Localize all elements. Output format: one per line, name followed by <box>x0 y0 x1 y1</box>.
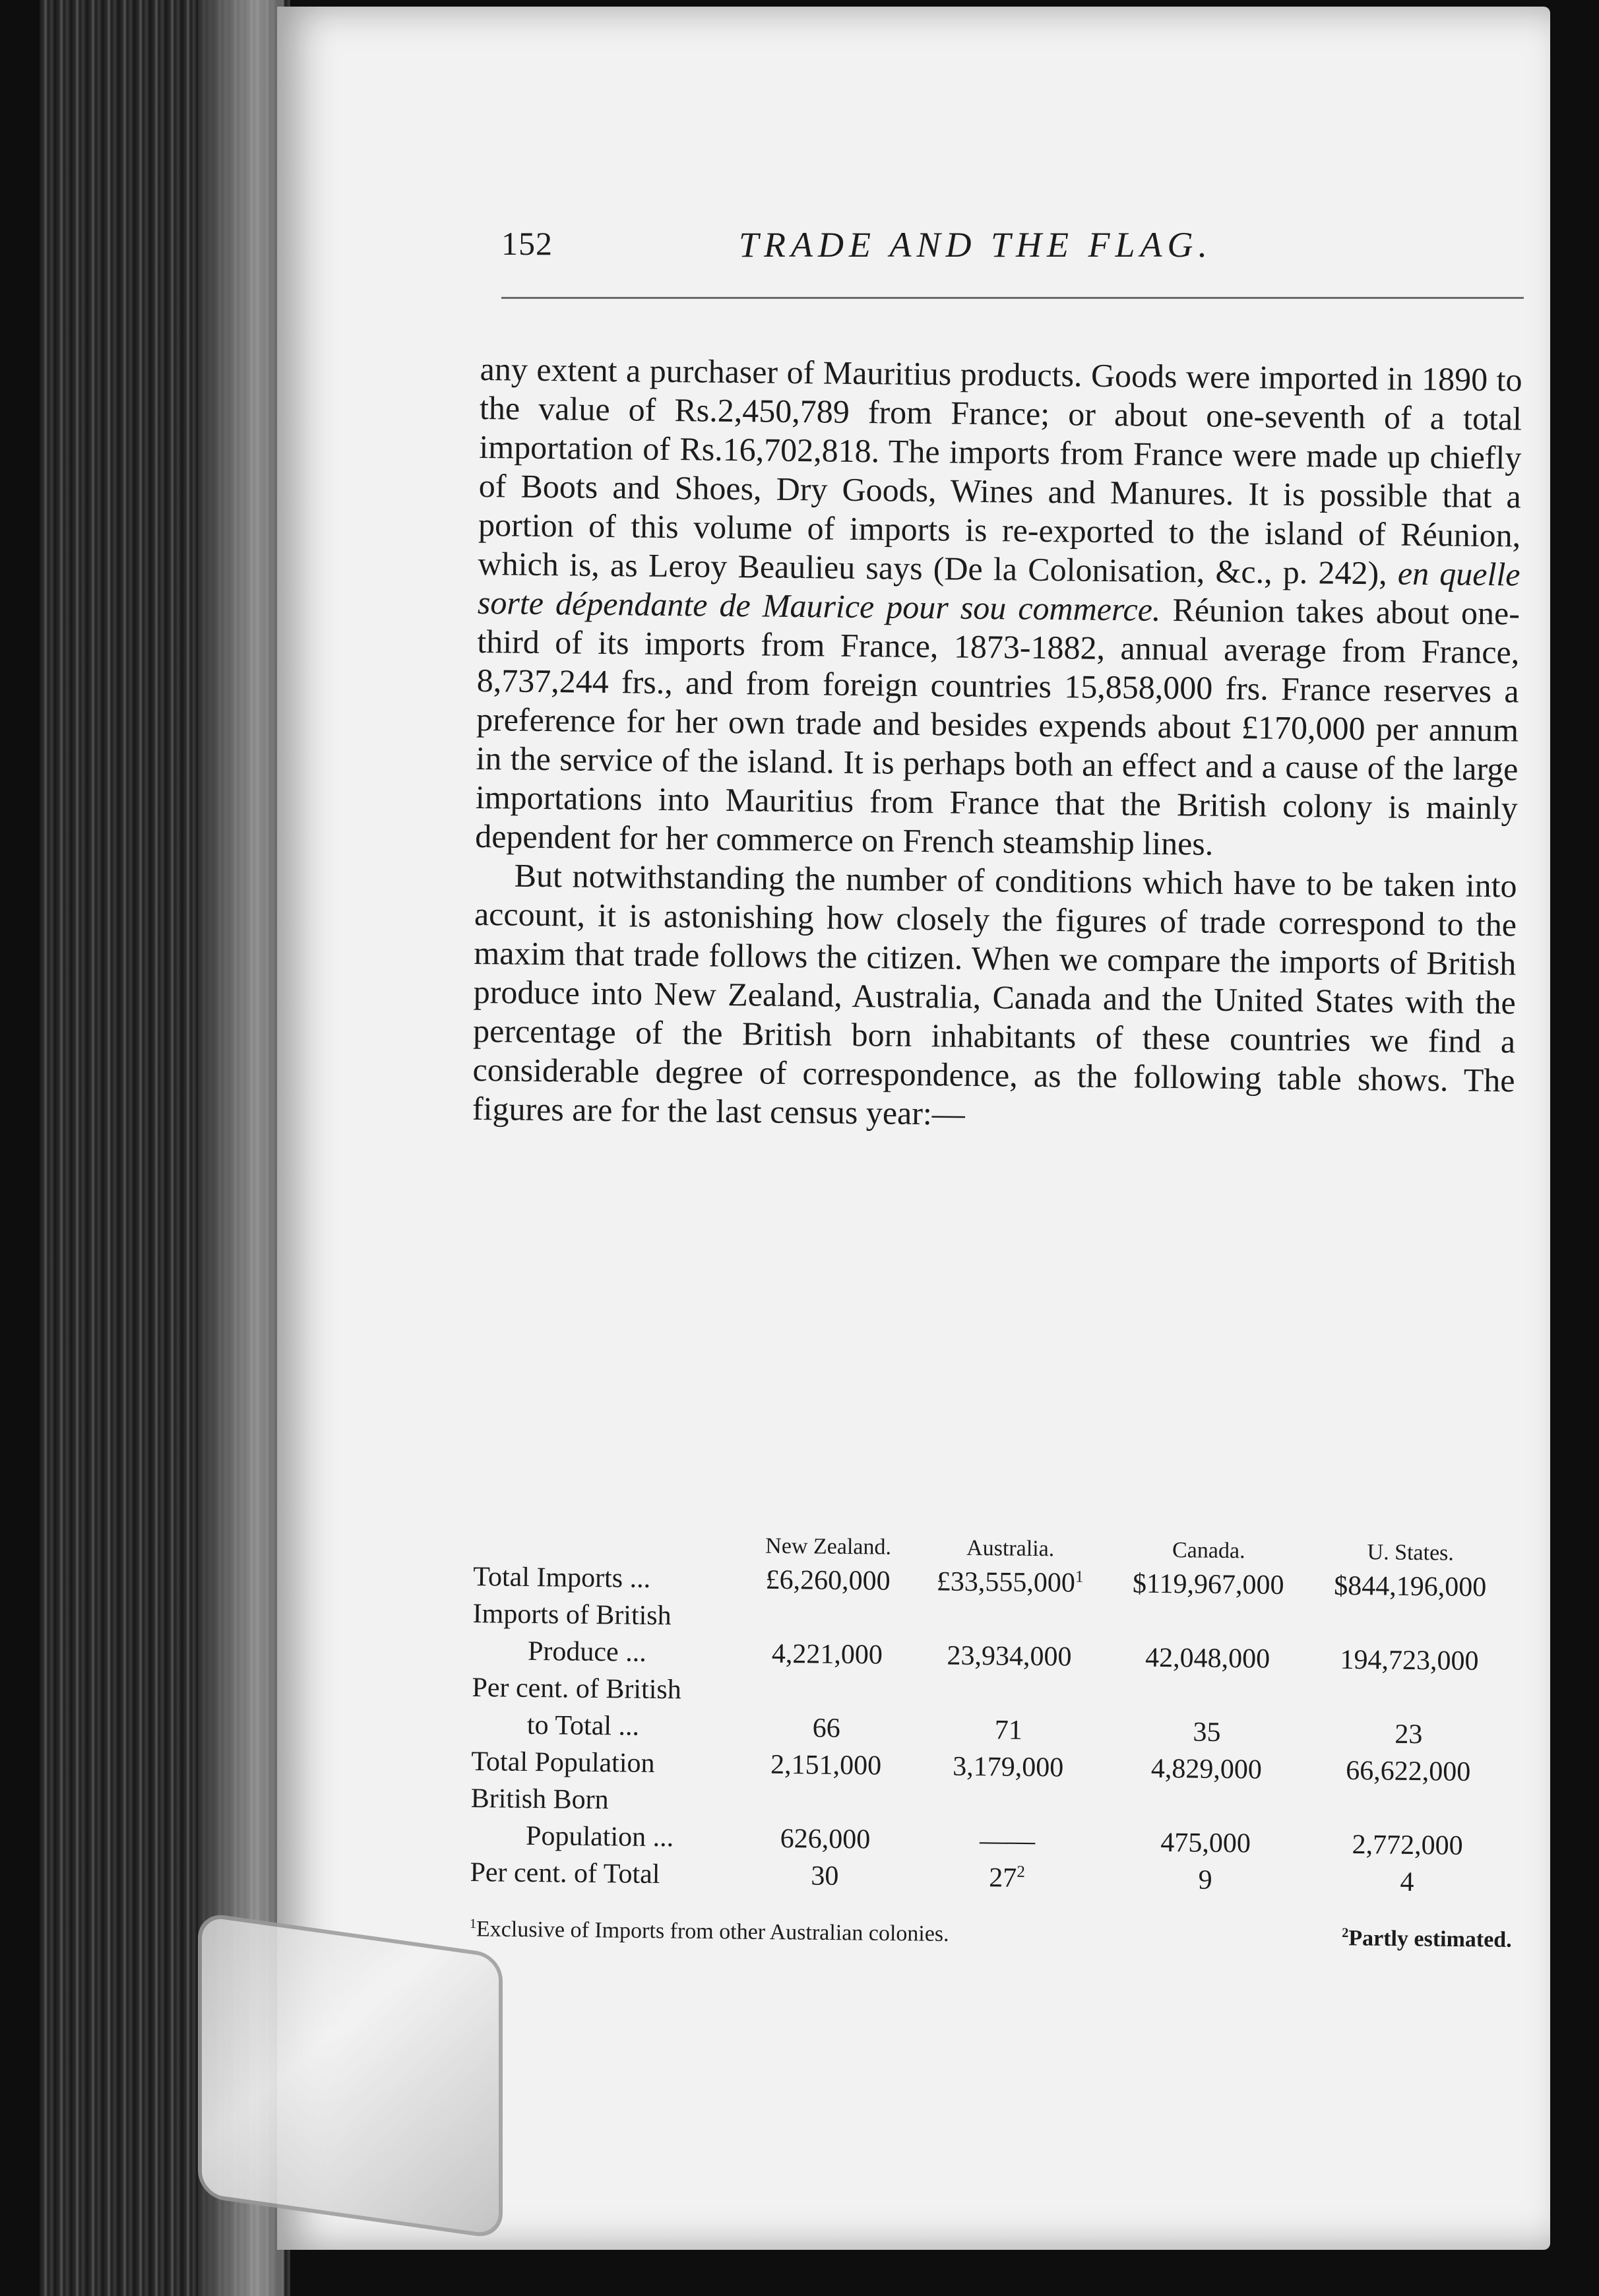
row-label: British Born <box>470 1783 609 1816</box>
table-cell: 66 <box>812 1713 840 1744</box>
paragraph-1-part-a: any extent a purchaser of Mauritius products. Goods were imported in 1890 to the value of Rs.2,450,789 from France; or about one-seventh of a total importation of Rs.16,702,818. The imports from France were made up chiefly of Boots and Shoes, Dry Goods, Wines and Manures. It is possible that a portion of this volume of imports is re-exported to the island of Réunion, which is, as Leroy Beaulieu says (De la Colonisation, &c., p. 242), <box>478 350 1522 592</box>
table-cell: 71 <box>994 1715 1023 1746</box>
table-cell <box>912 1600 1108 1639</box>
paragraph-1-part-b: Réunion takes about one-third of its imports from France, 1873-1882, annual average from France, 8,737,244 frs., and from foreign countries 15,858,000 frs. France reserves a preference for her own trade and besides expends about £170,000 per annum in the service of the island. It is perhaps both an effect and a cause of the large importations into Mauritius from France that the British colony is mainly dependent for her commerce on French steamship lines. <box>474 591 1521 862</box>
table-cell <box>1107 1602 1309 1641</box>
row-label: Imports of British <box>472 1599 672 1632</box>
row-label: to Total ... <box>526 1709 640 1742</box>
row-label: Total Population <box>471 1746 655 1779</box>
row-label: Per cent. of British <box>472 1673 682 1706</box>
table-cell: 475,000 <box>1160 1827 1251 1859</box>
row-label: Produce ... <box>527 1636 646 1668</box>
table-cell: 27 <box>988 1863 1017 1894</box>
table-cell <box>1306 1789 1509 1828</box>
table-cell: 23 <box>1395 1719 1423 1750</box>
table-cell-with-note <box>909 1859 1105 1897</box>
table-header-label <box>470 1531 744 1561</box>
footnote-1-mark: 1 <box>469 1917 477 1932</box>
table-cell: $119,967,000 <box>1132 1568 1284 1601</box>
footnote-mark: 2 <box>1017 1863 1026 1881</box>
table-cell: 35 <box>1193 1717 1221 1748</box>
row-label: Population ... <box>525 1820 674 1853</box>
page-clip <box>198 1912 503 2240</box>
table-cell: 4 <box>1400 1866 1414 1898</box>
footnote-mark: 1 <box>1075 1568 1084 1586</box>
table-cell: 23,934,000 <box>947 1640 1072 1673</box>
table-cell: 2,772,000 <box>1352 1830 1463 1861</box>
footnote-2 <box>1342 1926 1512 1953</box>
column-australia: Australia. <box>966 1535 1055 1562</box>
page-header <box>501 224 1524 290</box>
column-united-states: U. States. <box>1367 1540 1455 1566</box>
table-cell <box>1106 1787 1307 1826</box>
table-cell: 194,723,000 <box>1340 1644 1479 1677</box>
table-cell <box>741 1783 910 1822</box>
table-cell: $844,196,000 <box>1333 1570 1487 1603</box>
table-cell: 4,829,000 <box>1150 1753 1263 1785</box>
table-cell-with-note <box>912 1563 1108 1602</box>
body-text <box>472 350 1522 1139</box>
table-cell: 42,048,000 <box>1144 1642 1270 1674</box>
table-cell <box>911 1674 1107 1713</box>
table-cell: 3,179,000 <box>953 1751 1064 1783</box>
table-cell <box>743 1598 912 1637</box>
table-cell: 9 <box>1198 1865 1212 1896</box>
row-label: Per cent. of Total <box>470 1857 660 1890</box>
table-cell: 626,000 <box>780 1823 871 1855</box>
table-cell <box>742 1672 912 1711</box>
footnote-2-mark: 2 <box>1342 1925 1349 1940</box>
table-cell: 66,622,000 <box>1346 1755 1471 1787</box>
footnote-1-text: Exclusive of Imports from other Australian colonies. <box>476 1917 949 1946</box>
column-new-zealand: New Zealand. <box>765 1533 892 1560</box>
table-cell: —— <box>979 1826 1036 1857</box>
table-cell: 2,151,000 <box>770 1749 882 1781</box>
page-number: 152 <box>501 225 553 262</box>
footnote-2-text: Partly estimated. <box>1348 1926 1512 1952</box>
table-cell <box>1308 1604 1511 1643</box>
paragraph-1-italic-quote: en quelle sorte dépendante de Maurice pour sou commerce. <box>477 554 1521 628</box>
column-canada: Canada. <box>1172 1538 1245 1564</box>
table-cell: £33,555,000 <box>936 1566 1076 1599</box>
table-cell <box>1106 1676 1308 1715</box>
paragraph-1 <box>475 350 1522 867</box>
footnote-1 <box>470 1917 949 1947</box>
paragraph-2: But notwithstanding the number of conditions which have to be taken into account, it is astonishing how closely the figures of trade correspond to the maxim that trade follows the citizen. When we compare the imports of British produce into New Zealand, Australia, Canada and the United States with the percentage of the British born inhabitants of these countries we find a considerable degree of correspondence, as the following table shows. The figures are for the last census year:— <box>472 856 1517 1132</box>
table-cell: 30 <box>811 1861 839 1892</box>
table-cell <box>910 1785 1106 1824</box>
row-label: Total Imports ... <box>473 1562 651 1594</box>
census-table <box>466 1531 1512 1902</box>
table-cell: 4,221,000 <box>771 1638 883 1671</box>
table-cell <box>1307 1678 1511 1717</box>
header-rule <box>501 297 1524 299</box>
running-title: TRADE AND THE FLAG. <box>739 225 1213 265</box>
table-cell: £6,260,000 <box>765 1564 891 1597</box>
